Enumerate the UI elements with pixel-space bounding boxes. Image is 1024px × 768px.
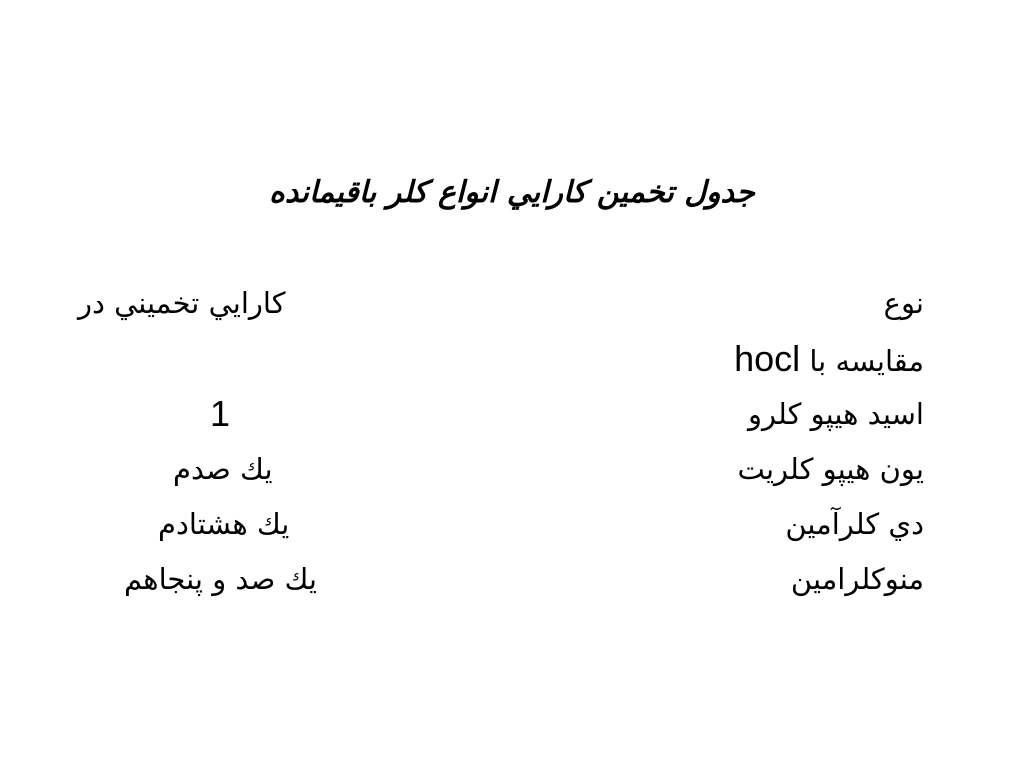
row-type-2: يون هيپو كلريت bbox=[737, 452, 924, 486]
row-value-1: 1 bbox=[210, 393, 231, 434]
row-value-4: يك صد و پنجاهم bbox=[124, 562, 317, 596]
row-type-3: دي كلرآمين bbox=[785, 507, 924, 541]
table-title: جدول تخمين كارايي انواع كلر باقيمانده bbox=[269, 175, 755, 210]
row-type-4: منوكلرامين bbox=[790, 562, 924, 596]
type-header: نوع bbox=[883, 286, 924, 320]
row-value-3: يك هشتادم bbox=[158, 507, 290, 541]
comparison-line bbox=[734, 331, 924, 389]
comparison-text: مقايسه با bbox=[809, 344, 924, 378]
row-type-1: اسيد هيپو كلرو bbox=[748, 397, 924, 431]
row-value-2: يك صدم bbox=[173, 452, 273, 486]
efficiency-header: كارايي تخميني در bbox=[78, 286, 286, 320]
comparison-reference: hocl bbox=[734, 338, 801, 379]
